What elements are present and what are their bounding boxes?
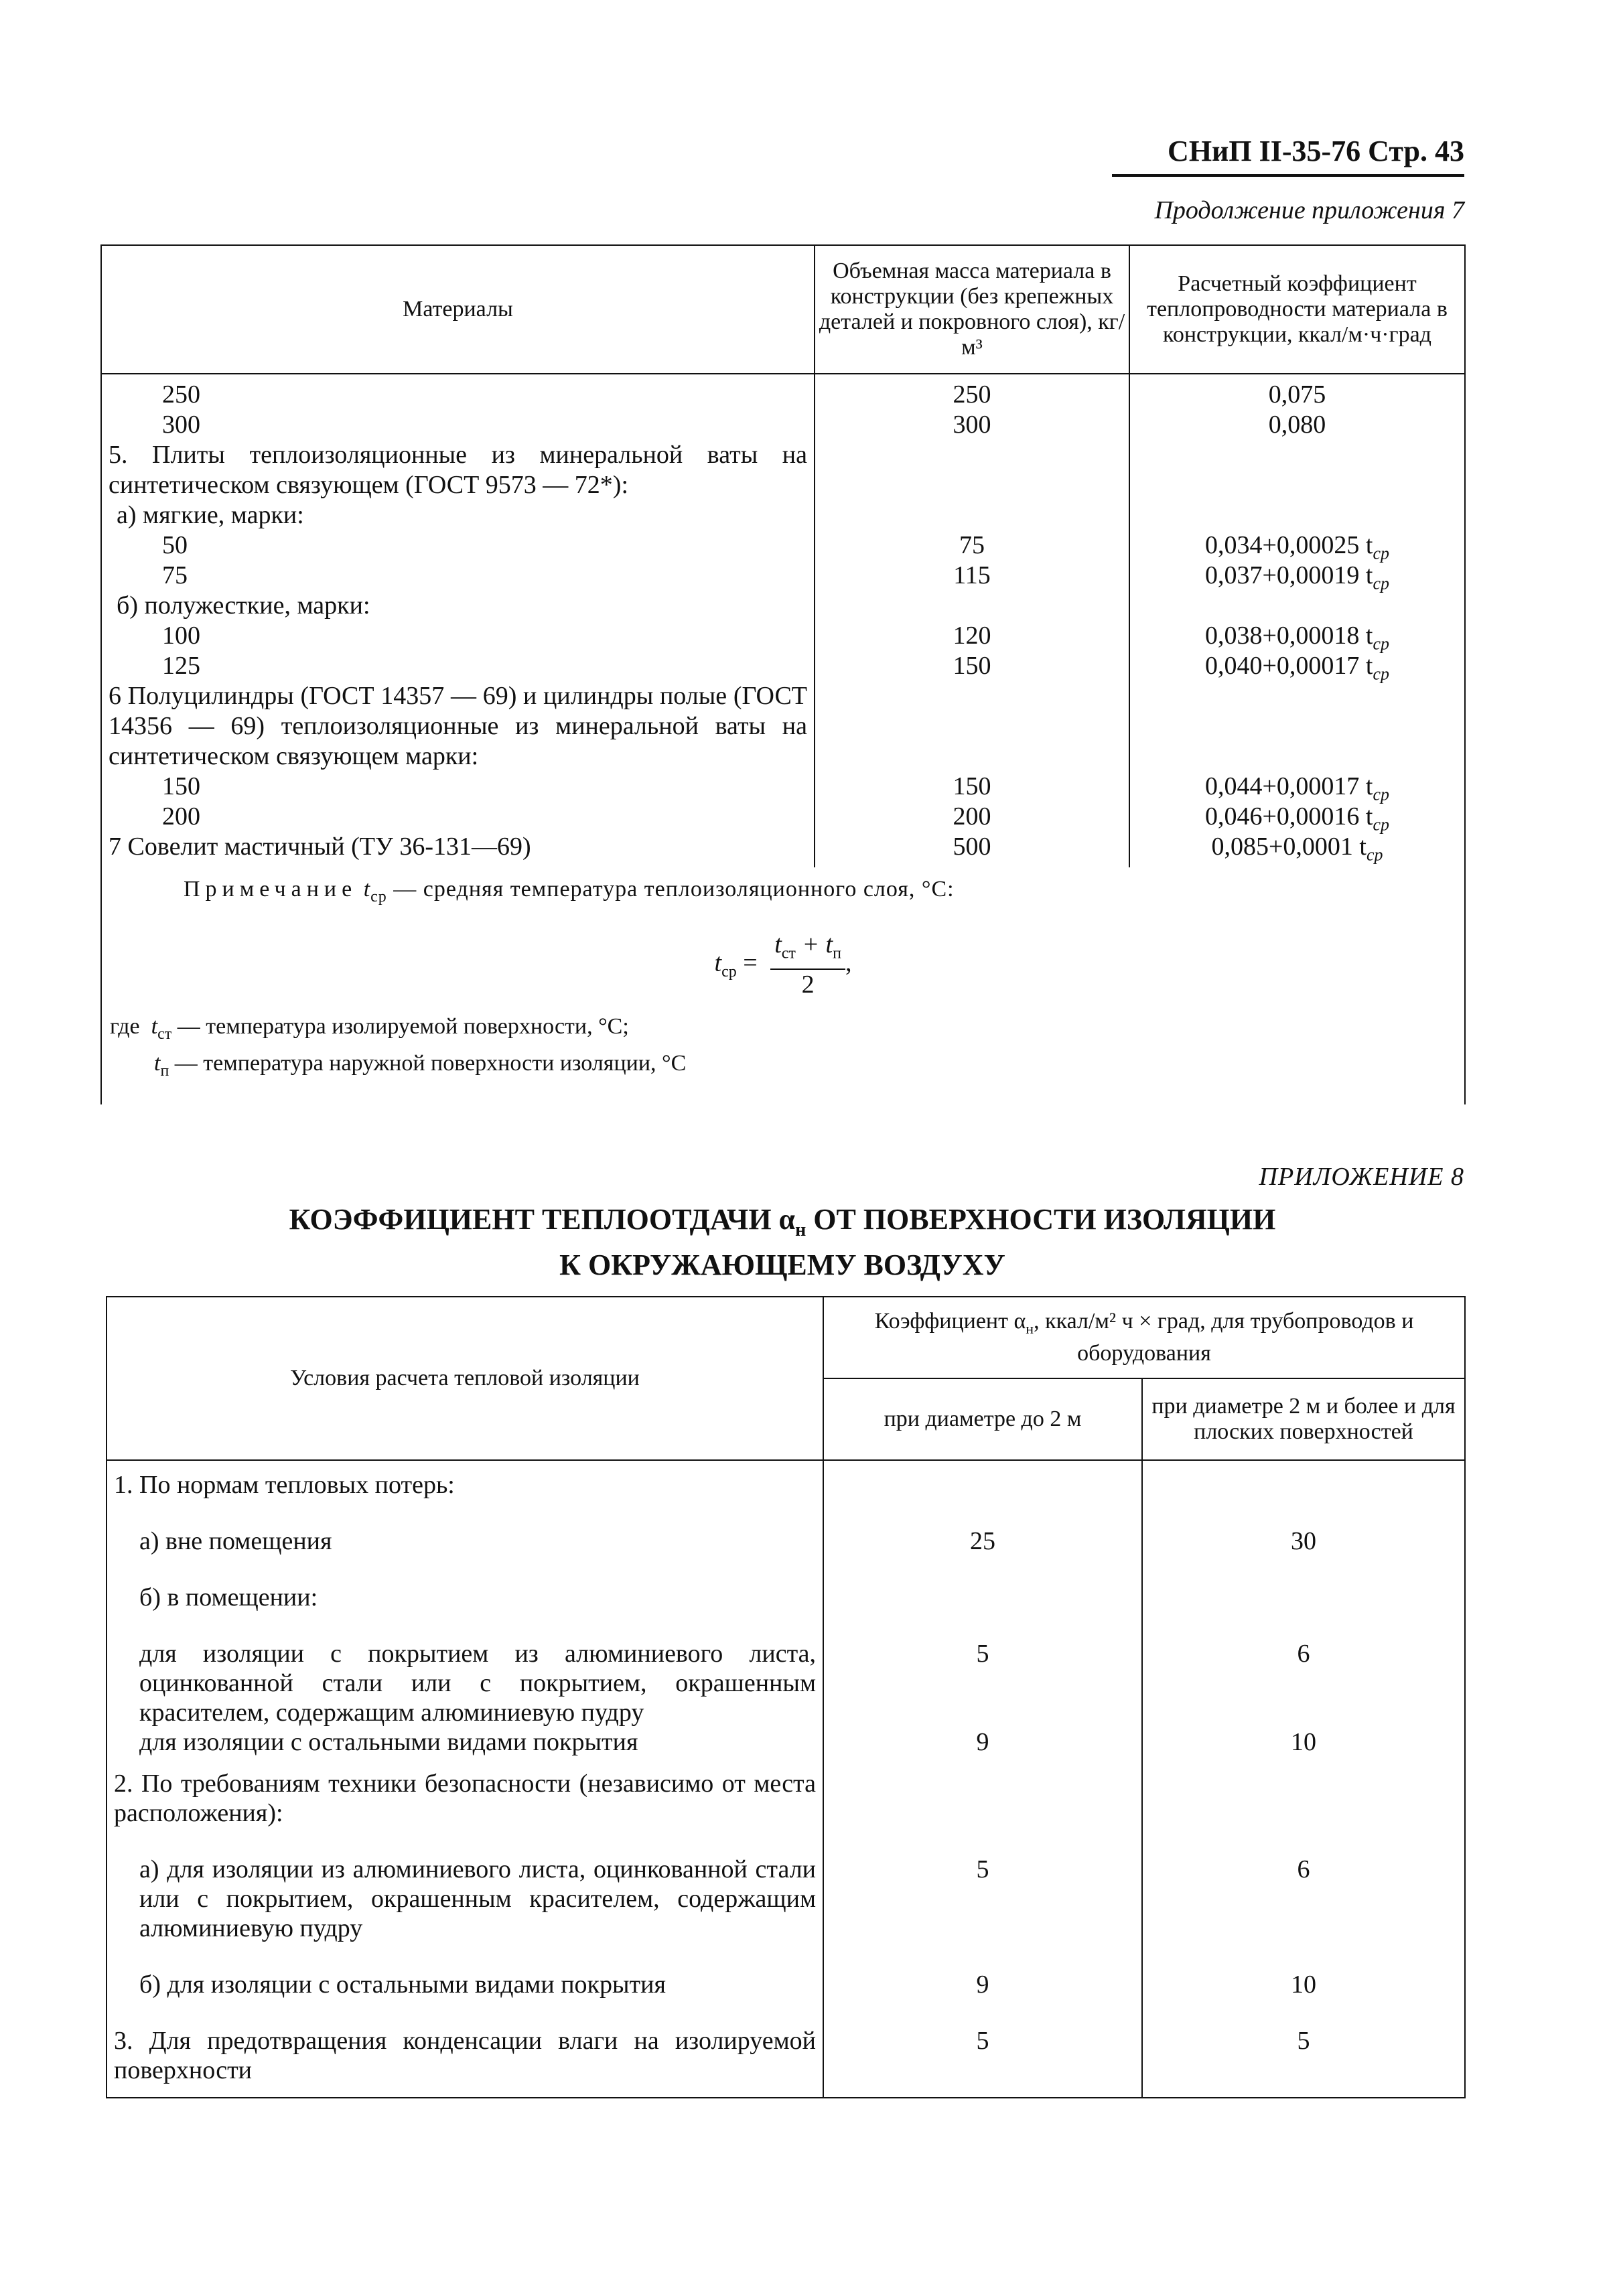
value-small-diameter [823,1460,1142,1500]
coefficient-subscript: ср [1373,664,1390,684]
appendix-title [100,1202,1464,1283]
material-row-10: 150 [162,772,200,800]
header-group-sub: н [1026,1319,1034,1337]
mass-cell [822,500,1122,530]
where1-symbol: t [151,1014,158,1039]
coefficient-cell [1137,500,1458,530]
coefficient-value: 0,034+0,00025 t [1204,531,1373,559]
mass-cell: 250 [953,380,991,409]
formula-num-sub1: ст [781,944,796,962]
material-row-9: 6 Полуцилиндры (ГОСТ 14357 — 69) и цилиндры полые (ГОСТ 14356 — 69) теплоизоляционные из минеральной ваты на синтетическом связующем марки: [109,682,807,770]
header-group-b: , ккал/м² ч × град, для трубопроводов и оборудования [1034,1308,1414,1366]
material-row-11: 200 [162,802,200,831]
material-row-3: а) мягкие, марки: [117,501,304,529]
where-line-1 [110,1012,1456,1049]
where1-text: — температура изолируемой поверхности, °С; [171,1014,629,1039]
condition-text: а) вне помещения [107,1500,823,1556]
mass-cell: 300 [953,411,991,439]
formula-denominator: 2 [801,971,815,999]
mass-cell [822,440,1122,470]
coefficient-cell [1137,681,1458,711]
value-large-diameter [1142,1757,1465,1828]
where2-symbol: t [154,1051,161,1076]
coefficient-value: 0,038+0,00018 t [1204,622,1373,650]
title-sub: н [795,1219,806,1240]
coefficient-blank [1137,470,1458,500]
note-label: Примечание [184,877,358,902]
condition-text: 1. По нормам тепловых потерь: [107,1460,823,1500]
header-coefficient: Расчетный коэффициент теплопроводности материала в конструкции, ккал/м·ч·град [1129,245,1465,374]
condition-row [107,1943,1465,1999]
header-diameter-large: при диаметре 2 м и более и для плоских поверхностей [1142,1378,1465,1460]
formula-num-t1: t [774,930,782,958]
mass-cell: 150 [953,772,991,800]
materials-table-body [101,374,1465,867]
where-line-2 [110,1049,1456,1086]
condition-row [107,1828,1465,1943]
value-large-diameter: 5 [1142,1999,1465,2098]
t2-body [107,1460,1465,2098]
mass-cell: 200 [953,802,991,831]
material-row-8: 125 [162,652,200,680]
coefficient-value: 0,085+0,0001 t [1211,833,1366,861]
coefficient-subscript: ср [1373,634,1390,654]
note-row [101,867,1465,1104]
title-line-1 [100,1202,1464,1248]
coefficient-value: 0,080 [1268,411,1326,439]
mass-cell: 120 [953,622,991,650]
mass-column [815,374,1129,867]
condition-text: а) для изоляции из алюминиевого листа, оцинкованной стали или с покрытием, окрашенным красителем, содержащим алюминиевую пудру [107,1828,823,1943]
coefficient-subscript: ср [1373,784,1390,804]
where2-text: — температура наружной поверхности изоляции, °С [169,1051,687,1076]
condition-text: для изоляции с покрытием из алюминиевого листа, оцинкованной стали или с покрытием, окрашенным красителем, содержащим алюминиевую пудру [107,1612,823,1727]
coefficient-value: 0,037+0,00019 t [1204,561,1373,589]
title-line-2: К ОКРУЖАЮЩЕМУ ВОЗДУХУ [559,1248,1005,1281]
where2-sub: п [160,1062,169,1080]
formula-left-sub: ср [721,962,737,981]
note-symbol-sub: ср [370,887,387,906]
condition-row [107,1612,1465,1727]
continuation-label: Продолжение приложения 7 [1154,196,1464,224]
coefficient-blank [1137,711,1458,741]
coefficient-value: 0,040+0,00017 t [1204,652,1373,680]
note-where [110,1012,1456,1086]
header-conditions: Условия расчета тепловой изоляции [107,1297,823,1460]
value-large-diameter [1142,1460,1465,1500]
page-header: СНиП II-35-76 Стр. 43 [1168,135,1464,167]
heat-transfer-table [106,1296,1466,2098]
mass-cell: 75 [959,531,985,559]
mass-blank [822,470,1122,500]
coefficient-cell [1137,380,1458,410]
coefficient-cell [1137,621,1458,654]
value-small-diameter [823,1757,1142,1828]
formula-fraction [770,930,845,1001]
value-large-diameter: 30 [1142,1500,1465,1556]
coefficient-value: 0,044+0,00017 t [1204,772,1373,800]
coefficient-column [1129,374,1465,867]
formula-numerator [770,930,845,971]
header-materials: Материалы [101,245,815,374]
value-large-diameter: 6 [1142,1828,1465,1943]
header-rule [1112,174,1464,177]
formula-left: t [714,948,722,977]
coefficient-cell [1137,772,1458,802]
value-small-diameter: 9 [823,1943,1142,1999]
mass-blank [822,711,1122,741]
value-large-diameter: 10 [1142,1943,1465,1999]
note-formula: $t_{ср}$ = $\frac{t_{ст} + t_п}{2}$ , [714,930,852,999]
header-coefficient-group [823,1297,1465,1378]
mass-cell: 150 [953,652,991,680]
mass-cell [822,681,1122,711]
appendix-label: ПРИЛОЖЕНИЕ 8 [1259,1163,1464,1191]
material-row-2: 5. Плиты теплоизоляционные из минеральной ваты на синтетическом связующем (ГОСТ 9573 — 72*): [109,441,807,499]
coefficient-subscript: ср [1373,814,1390,835]
value-small-diameter [823,1556,1142,1612]
coefficient-cell [1137,802,1458,835]
value-small-diameter: 5 [823,1999,1142,2098]
coefficient-subscript: ср [1373,543,1390,563]
formula-num-t2: + t [795,930,833,958]
title-part-a: КОЭФФИЦИЕНТ ТЕПЛООТДАЧИ α [289,1203,796,1236]
note-description: — средняя температура теплоизоляционного слоя, °С: [387,877,955,902]
coefficient-blank [1137,741,1458,772]
header-mass: Объемная масса материала в конструкции (без крепежных деталей и покровного слоя), кг/м³ [815,245,1129,374]
value-large-diameter [1142,1556,1465,1612]
condition-text: б) в помещении: [107,1556,823,1612]
value-large-diameter: 10 [1142,1727,1465,1757]
value-small-diameter: 5 [823,1828,1142,1943]
note-text [110,874,1456,912]
coefficient-cell [1137,651,1458,684]
condition-row [107,1500,1465,1556]
condition-row [107,1727,1465,1757]
value-small-diameter: 5 [823,1612,1142,1727]
coefficient-cell [1137,561,1458,591]
materials-table [100,244,1466,1104]
materials-table-header [101,245,1465,374]
note-symbol: t [363,877,371,902]
header-diameter-small: при диаметре до 2 м [823,1378,1142,1460]
coefficient-value: 0,046+0,00016 t [1204,802,1373,831]
condition-row [107,1556,1465,1612]
material-row-12: 7 Совелит мастичный (ТУ 36-131—69) [109,833,531,861]
mass-cell [822,591,1122,621]
condition-text: 3. Для предотвращения конденсации влаги на изолируемой поверхности [107,1999,823,2098]
header-group-a: Коэффициент α [874,1308,1026,1334]
materials-column [101,374,815,867]
material-row-5: 75 [162,561,188,589]
mass-cell: 115 [953,561,991,589]
coefficient-subscript: ср [1366,845,1383,865]
material-row-4: 50 [162,531,188,559]
material-row-6: б) полужесткие, марки: [117,591,370,620]
value-large-diameter: 6 [1142,1612,1465,1727]
title-part-b: ОТ ПОВЕРХНОСТИ ИЗОЛЯЦИИ [806,1203,1276,1236]
formula-num-sub2: п [833,944,841,962]
coefficient-cell [1137,591,1458,621]
mass-cell: 500 [953,833,991,861]
condition-text: 2. По требованиям техники безопасности (независимо от места расположения): [107,1757,823,1828]
condition-row [107,1757,1465,1828]
where-label: где [110,1014,140,1039]
condition-row [107,1999,1465,2098]
coefficient-cell [1137,832,1458,865]
t2-header-row-1 [107,1297,1465,1378]
material-row-7: 100 [162,622,200,650]
coefficient-subscript: ср [1373,573,1390,593]
where1-sub: ст [157,1025,172,1044]
condition-row [107,1460,1465,1500]
note-cell [101,867,1465,1104]
coefficient-value: 0,075 [1268,380,1326,409]
value-small-diameter: 9 [823,1727,1142,1757]
mass-blank [822,741,1122,772]
condition-text: б) для изоляции с остальными видами покрытия [107,1943,823,1999]
condition-text: для изоляции с остальными видами покрытия [107,1727,823,1757]
material-row-0: 250 [162,380,200,409]
coefficient-cell [1137,440,1458,470]
material-row-1: 300 [162,411,200,439]
coefficient-cell [1137,530,1458,561]
value-small-diameter: 25 [823,1500,1142,1556]
coefficient-cell [1137,410,1458,440]
